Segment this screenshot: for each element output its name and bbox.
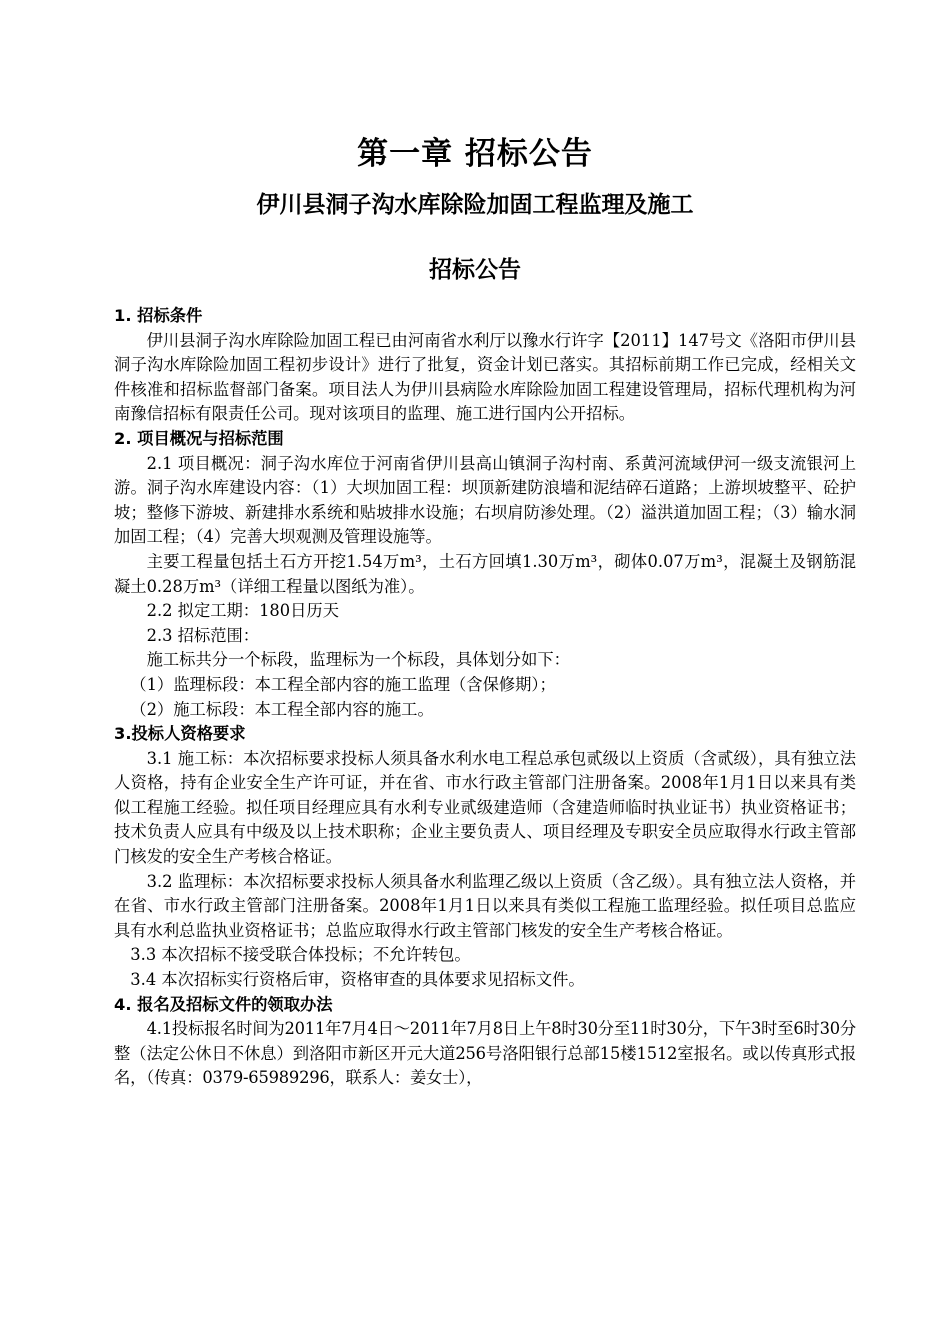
- section-heading-bid-conditions: 1. 招标条件: [114, 306, 203, 325]
- paragraph-construction-qualification: 3.1 施工标：本次招标要求投标人须具备水利水电工程总承包贰级以上资质（含贰级），具有独立法人资格，持有企业安全生产许可证，并在省、市水行政主管部门注册备案。2008年1月1日以来具有类似工程施工经验。拟任项目经理应具有水利专业贰级建造师（含建造师临时执业证书）执业资格证书；技术负责人应具有中级及以上技术职称；企业主要负责人、项目经理及专职安全员应取得水行政主管部门核发的安全生产考核合格证。: [114, 748, 856, 867]
- paragraph-supervision-qualification: 3.2 监理标：本次招标要求投标人须具备水利监理乙级以上资质（含乙级）。具有独立法人资格，并在省、市水行政主管部门注册备案。2008年1月1日以来具有类似工程施工监理经验。拟任项目总监应具有水利总监执业资格证书；总监应取得水行政主管部门核发的安全生产考核合格证。: [114, 871, 856, 940]
- paragraph-quantities: 主要工程量包括土石方开挖1.54万m³，土石方回填1.30万m³，砌体0.07万m³，混凝土及钢筋混凝土0.28万m³（详细工程量以图纸为准）。: [114, 551, 856, 596]
- line-no-joint-bid: 3.3 本次招标不接受联合体投标；不允许转包。: [130, 945, 471, 965]
- paragraph-registration: 4.1投标报名时间为2011年7月4日～2011年7月8日上午8时30分至11时30分，下午3时至6时30分整（法定公休日不休息）到洛阳市新区开元大道256号洛阳银行总部15楼1512室报名。或以传真形式报名，（传真：0379-65989296，联系人：姜女士），: [114, 1019, 856, 1088]
- chapter-title: 第一章 招标公告: [357, 136, 593, 172]
- section-heading-qualifications: 3.投标人资格要求: [114, 724, 246, 744]
- line-construction-lot: （2）施工标段：本工程全部内容的施工。: [130, 699, 434, 719]
- notice-title: 招标公告: [429, 257, 521, 283]
- line-supervision-lot: （1）监理标段：本工程全部内容的施工监理（含保修期）；: [130, 674, 556, 694]
- paragraph-bid-conditions: 伊川县洞子沟水库除险加固工程已由河南省水利厅以豫水行许字【2011】147号文《洛阳市伊川县洞子沟水库除险加固工程初步设计》进行了批复，资金计划已落实。其招标前期工作已完成，经相关文件核准和招标监督部门备案。项目法人为伊川县病险水库除险加固工程建设管理局，招标代理机构为河南豫信招标有限责任公司。现对该项目的监理、施工进行国内公开招标。: [114, 330, 856, 424]
- line-post-qualification: 3.4 本次招标实行资格后审，资格审查的具体要求见招标文件。: [130, 970, 585, 990]
- section-heading-project-overview: 2. 项目概况与招标范围: [114, 428, 284, 448]
- project-title: 伊川县洞子沟水库除险加固工程监理及施工: [256, 192, 694, 218]
- document-body: [114, 304, 856, 1091]
- line-scope: 2.3 招标范围：: [146, 625, 260, 645]
- paragraph-project-overview: 2.1 项目概况：洞子沟水库位于河南省伊川县高山镇洞子沟村南、系黄河流域伊河一级支流银河上游。洞子沟水库建设内容：（1）大坝加固工程：坝顶新建防浪墙和泥结碎石道路；上游坝坡整平、砼护坡；整修下游坡、新建排水系统和贴坡排水设施；右坝肩防渗处理。（2）溢洪道加固工程；（3）输水洞加固工程；（4）完善大坝观测及管理设施等。: [114, 453, 856, 547]
- line-lots: 施工标共分一个标段，监理标为一个标段，具体划分如下：: [146, 650, 570, 670]
- section-heading-registration: 4. 报名及招标文件的领取办法: [114, 994, 333, 1014]
- line-duration: 2.2 拟定工期：180日历天: [146, 601, 339, 621]
